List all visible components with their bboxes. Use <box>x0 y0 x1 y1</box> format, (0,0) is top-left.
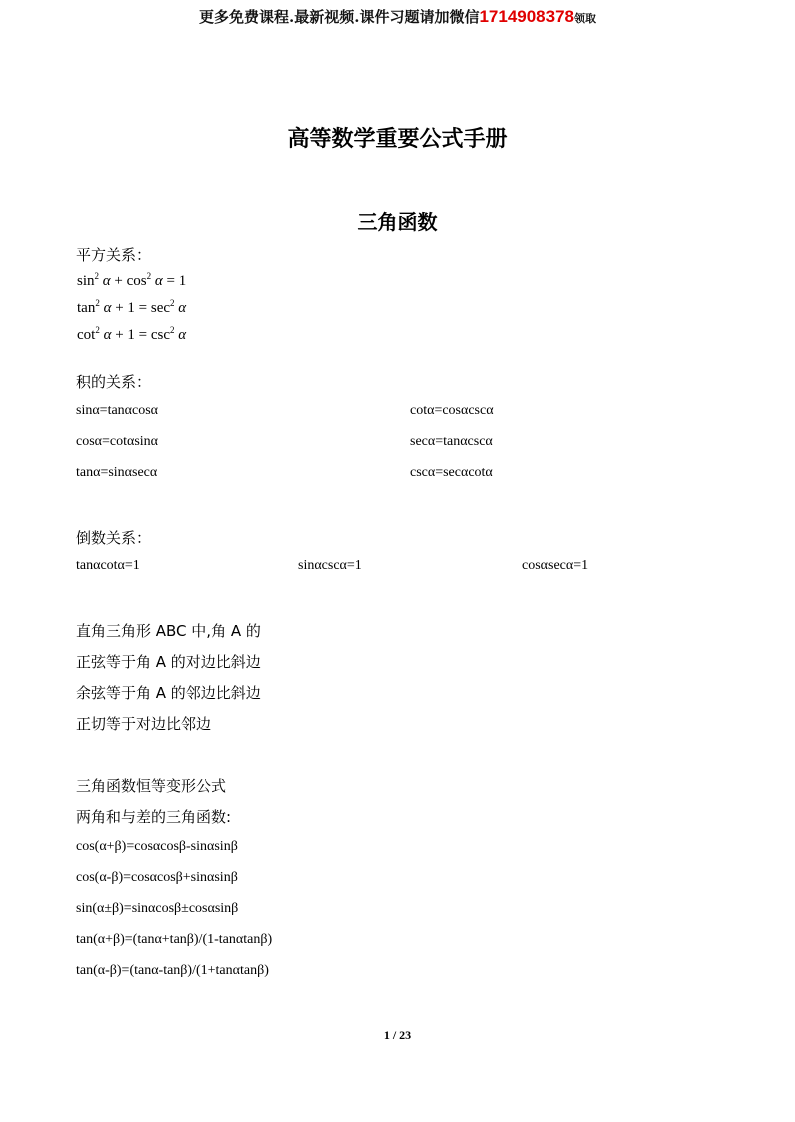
reciprocal-item-3: cosαsecα=1 <box>522 558 589 573</box>
identities-subheading: 两角和与差的三角函数: <box>76 808 232 826</box>
section-title: 三角函数 <box>357 210 438 234</box>
right-triangle-line-1: 直角三角形 ABC 中,角 A 的 <box>76 622 261 640</box>
identity-formula-3: sin(α±β)=sinαcosβ±cosαsinβ <box>76 901 239 916</box>
product-right-2: secα=tanαcscα <box>410 434 493 449</box>
reciprocal-heading: 倒数关系： <box>76 529 152 547</box>
identities-heading: 三角函数恒等变形公式 <box>76 777 227 795</box>
banner-phone: 1714908378 <box>479 7 574 26</box>
square-formula-2: $\tan^2 \alpha + 1 = \sec^2 \alpha$ <box>77 298 187 316</box>
reciprocal-item-2: sinαcscα=1 <box>298 558 362 573</box>
identity-formula-5: tan(α-β)=(tanα-tanβ)/(1+tanαtanβ) <box>76 963 269 978</box>
identity-formula-1: cos(α+β)=cosαcosβ-sinαsinβ <box>76 839 238 854</box>
product-heading: 积的关系： <box>76 373 152 391</box>
product-right-1: cotα=cosαcscα <box>410 403 494 418</box>
promo-banner <box>0 6 795 27</box>
right-triangle-line-3: 余弦等于角 A 的邻边比斜边 <box>76 684 261 702</box>
banner-text: 更多免费课程.最新视频.课件习题请加微信 <box>199 8 480 26</box>
product-left-2: cosα=cotαsinα <box>76 434 159 449</box>
banner-tail: 领取 <box>574 13 596 25</box>
product-right-3: cscα=secαcotα <box>410 465 493 480</box>
document-title: 高等数学重要公式手册 <box>287 127 508 152</box>
product-left-3: tanα=sinαsecα <box>76 465 158 480</box>
page-number: 1 / 23 <box>383 1028 412 1042</box>
identity-formula-2: cos(α-β)=cosαcosβ+sinαsinβ <box>76 870 238 885</box>
square-formula-3: $\cot^2 \alpha + 1 = \csc^2 \alpha$ <box>77 325 187 343</box>
right-triangle-line-4: 正切等于对边比邻边 <box>76 715 212 733</box>
square-heading: 平方关系： <box>76 246 152 264</box>
product-left-1: sinα=tanαcosα <box>76 403 159 418</box>
reciprocal-item-1: tanαcotα=1 <box>76 558 140 573</box>
right-triangle-line-2: 正弦等于角 A 的对边比斜边 <box>76 653 261 671</box>
square-formula-1: $\sin^2 \alpha + \cos^2 \alpha = 1$ <box>77 271 187 289</box>
identity-formula-4: tan(α+β)=(tanα+tanβ)/(1-tanαtanβ) <box>76 932 273 947</box>
